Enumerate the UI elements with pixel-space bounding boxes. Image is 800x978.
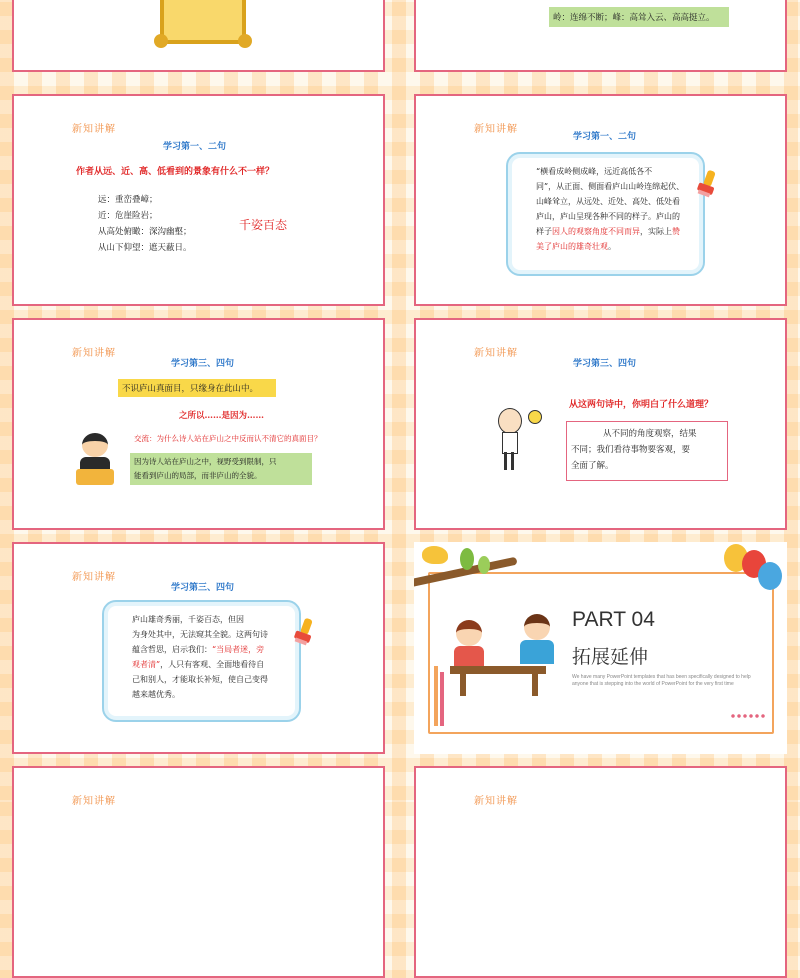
analysis-text bbox=[536, 164, 704, 254]
section-header: 新知讲解 bbox=[72, 124, 116, 135]
part-number: PART 04 bbox=[572, 608, 655, 631]
answer-box bbox=[130, 453, 312, 485]
slide-subtitle: 学习第一、二句 bbox=[163, 142, 227, 152]
text-line: 因为诗人站在庐山之中，视野受到限制，只 bbox=[134, 457, 277, 466]
text-line: 庐山雄奇秀丽，千姿百态，但因 bbox=[132, 615, 244, 624]
cloud-text-box bbox=[102, 600, 301, 722]
slide-subtitle: 学习第三、四句 bbox=[171, 583, 235, 593]
text-line: 不同；我们看待事物要客观，要 bbox=[571, 445, 691, 455]
list-item: 从山下仰望：遮天蔽日。 bbox=[98, 243, 192, 253]
section-header: 新知讲解 bbox=[72, 572, 116, 583]
text-line: 越来越优秀。 bbox=[132, 690, 180, 699]
exchange-question: 交流：为什么诗人站在庐山之中反而认不清它的真面目？ bbox=[134, 434, 322, 443]
leaf-icon bbox=[478, 556, 490, 574]
cloud-text-box bbox=[506, 152, 705, 276]
slide-part-04[interactable] bbox=[414, 542, 787, 754]
text-line: 蕴含哲思，启示我们：“当局者迷，旁 bbox=[132, 645, 265, 654]
definition-text: 岭：连绵不断；峰：高耸入云、高高挺立。 bbox=[553, 13, 715, 23]
landscape-list bbox=[98, 192, 192, 256]
poem-text: 不识庐山真面目，只缘身在此山中。 bbox=[122, 384, 259, 394]
section-header: 新知讲解 bbox=[474, 124, 518, 135]
thinking-person-illustration bbox=[494, 408, 542, 472]
text-line: 美了庐山的雄奇壮观。 bbox=[536, 242, 616, 251]
bird-icon bbox=[422, 546, 448, 564]
teacher-illustration bbox=[74, 433, 118, 489]
text-line: 同”，从正面、侧面看庐山山岭连绵起伏、 bbox=[536, 182, 685, 191]
definition-box bbox=[549, 7, 729, 27]
list-item: 从高处俯瞰：深沟幽壑； bbox=[98, 227, 192, 237]
slide-top-right[interactable] bbox=[414, 0, 787, 72]
slide-lines-3-4-enlightenment[interactable] bbox=[12, 542, 385, 754]
poem-box bbox=[118, 379, 276, 397]
section-header: 新知讲解 bbox=[72, 348, 116, 359]
lightbulb-icon bbox=[528, 410, 542, 424]
balloon-icon bbox=[758, 562, 782, 590]
text-line: 己和别人，才能取长补短，使自己变得 bbox=[132, 675, 268, 684]
text-line: 为身处其中，无法窥其全貌。这两句诗 bbox=[132, 630, 268, 639]
slide-lines-1-2-landscape[interactable] bbox=[12, 94, 385, 306]
slide-subtitle: 学习第一、二句 bbox=[573, 132, 637, 142]
text-line: 山峰耸立，从远处、近处、高处、低处看 bbox=[536, 197, 680, 206]
slide-bottom-right[interactable] bbox=[414, 766, 787, 978]
text-line: 能看到庐山的局部，而非庐山的全貌。 bbox=[134, 471, 262, 480]
slide-subtitle: 学习第三、四句 bbox=[573, 359, 637, 369]
slide-lines-1-2-analysis[interactable] bbox=[414, 94, 787, 306]
reason-text: 之所以……是因为…… bbox=[179, 411, 265, 421]
part-title: 拓展延伸 bbox=[572, 647, 649, 668]
slide-question: 作者从远、近、高、低看到的景象有什么不一样？ bbox=[76, 167, 275, 177]
text-line: 观者清”，人只有客观、全面地看待自 bbox=[132, 660, 265, 669]
text-line: 从不同的角度观察，结果 bbox=[603, 429, 697, 439]
part-description: We have many PowerPoint templates that has been specifically designed to help anyone that is stepping into the world of PowerPoint for the very first time bbox=[572, 674, 751, 687]
slide-lines-3-4-exchange[interactable] bbox=[12, 318, 385, 530]
answer-text bbox=[134, 455, 277, 483]
section-header: 新知讲解 bbox=[72, 796, 116, 807]
list-item: 远：重峦叠嶂； bbox=[98, 195, 158, 205]
slide-subtitle: 学习第三、四句 bbox=[171, 359, 235, 369]
pencil-decoration bbox=[434, 666, 438, 726]
text-line: 全面了解。 bbox=[571, 461, 614, 471]
section-header: 新知讲解 bbox=[474, 796, 518, 807]
kids-reading-illustration bbox=[446, 612, 574, 698]
scroll-frame-image bbox=[160, 0, 246, 44]
pencil-decoration bbox=[440, 672, 444, 726]
slide-question: 从这两句诗中，你明白了什么道理？ bbox=[569, 400, 714, 410]
slide-top-left[interactable] bbox=[12, 0, 385, 72]
dots-decoration bbox=[730, 714, 766, 718]
text-line: 样子因人的观察角度不同而异，实际上赞 bbox=[536, 227, 680, 236]
text-line: 庐山，庐山呈现各种不同的样子。庐山的 bbox=[536, 212, 680, 221]
highlight-text: 千姿百态 bbox=[239, 218, 288, 232]
leaf-icon bbox=[460, 548, 474, 570]
list-item: 近：危崖险岩； bbox=[98, 211, 158, 221]
answer-box bbox=[566, 421, 728, 481]
slide-lines-3-4-truth[interactable] bbox=[414, 318, 787, 530]
slide-bottom-left[interactable] bbox=[12, 766, 385, 978]
section-header: 新知讲解 bbox=[474, 348, 518, 359]
text-line: “横看成岭侧成峰，远近高低各不 bbox=[536, 167, 653, 176]
enlightenment-text bbox=[132, 612, 300, 702]
answer-text bbox=[571, 426, 723, 474]
